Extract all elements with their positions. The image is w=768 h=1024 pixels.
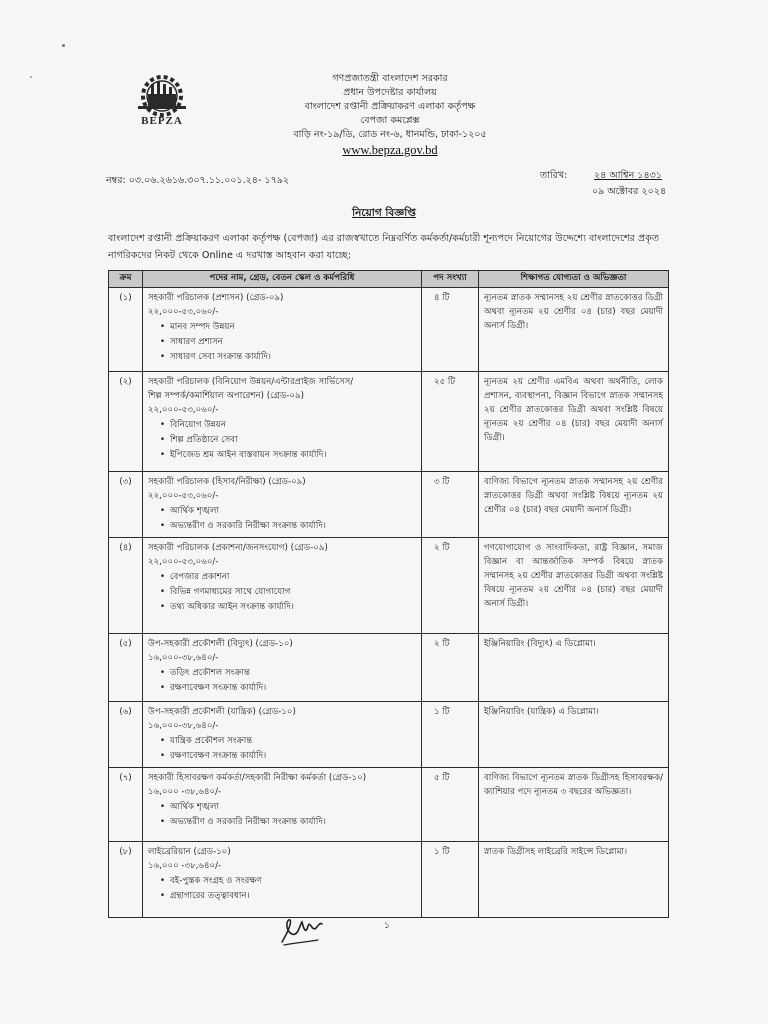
- complex-name: বেপজা কমপ্লেক্স: [360, 115, 420, 126]
- duty-item: • যান্ত্রিক প্রকৌশল সংক্রান্ত: [160, 734, 416, 749]
- bepza-logo: [124, 72, 200, 132]
- notice-title: নিয়োগ বিজ্ঞপ্তি: [352, 207, 416, 219]
- pay-scale: ২২,০০০-৫৩,০৬০/-: [148, 405, 219, 415]
- signature: [278, 912, 328, 948]
- row-post-count: ১ টি: [422, 842, 479, 918]
- col-header-count: পদ সংখ্যা: [422, 271, 479, 288]
- duty-item: • মানব সম্পদ উন্নয়ন: [160, 320, 416, 335]
- memo-number: নম্বর: ০৩.০৬.২৬১৬.৩০৭.১১.০০১.২৪- ১৭৯২: [106, 175, 290, 186]
- duty-list: [148, 570, 416, 615]
- table-row: [109, 634, 669, 702]
- date-label: তারিখ:: [540, 170, 568, 181]
- duty-list: [148, 874, 416, 904]
- duty-item: • বিনিয়োগ উন্নয়ন: [160, 418, 416, 433]
- row-post-details: [143, 288, 422, 372]
- table-row: [109, 372, 669, 472]
- row-post-details: [143, 702, 422, 768]
- row-qualification: গণযোগাযোগ ও সাংবাদিকতা, রাষ্ট্র বিজ্ঞান, সমাজ বিজ্ঞান বা আন্তর্জাতিক সম্পর্ক বিষয়ে স্নাতক সম্মানসহ ২য় শ্রেণীর স্নাতকোত্তর ডিগ্রী অথবা সংশ্লিষ্ট বিষয়ে ন্যূনতম ২য় শ্রেণীর ০৪ (চার) বছর মেয়াদী অনার্স ডিগ্রী।: [479, 538, 669, 634]
- post-title: উপ-সহকারী প্রকৌশলী (বিদ্যুৎ) (গ্রেড-১০): [148, 639, 293, 649]
- page-number: ১: [384, 921, 390, 931]
- row-post-details: [143, 472, 422, 538]
- table-body: [109, 288, 669, 918]
- table-header-row: [109, 271, 669, 288]
- row-qualification: ন্যূনতম ২য় শ্রেণীর এমবিএ অথবা অর্থনীতি, লোক প্রশাসন, ব্যবস্থাপনা, বিজ্ঞান বিভাগে স্নাতক সম্মানসহ ২য় শ্রেণীর স্নাতকোত্তর ডিগ্রী অথবা সংশ্লিষ্ট বিষয়ে ন্যূনতম ২য় শ্রেণীর ০৪ (চার) বছর মেয়াদী অনার্স ডিগ্রী।: [479, 372, 669, 472]
- letterhead: [240, 72, 540, 157]
- table-row: [109, 702, 669, 768]
- date-bangla: ২৪ আশ্বিন ১৪৩১: [594, 170, 662, 181]
- row-post-count: ২৫ টি: [422, 372, 479, 472]
- duty-list: [148, 734, 416, 764]
- date-english: ০৯ অক্টোবর ২০২৪: [592, 186, 667, 197]
- row-post-count: ২ টি: [422, 634, 479, 702]
- row-serial: (৫): [109, 634, 143, 702]
- notice-intro: বাংলাদেশ রপ্তানী প্রক্রিয়াকরণ এলাকা কর্তৃপক্ষ (বেপজা) এর রাজস্বখাতে নিম্নবর্ণিত কর্মকর্তা/কর্মচারী শূন্যপদে নিয়োগের উদ্দেশ্যে বাংলাদেশের প্রকৃত নাগরিকদের নিকট থেকে Online এ দরখাস্ত আহবান করা যাচ্ছে:: [108, 233, 660, 261]
- date-block: [540, 168, 668, 200]
- duty-item: • সাধারণ সেবা সংক্রান্ত কার্যাদি।: [160, 350, 416, 365]
- row-serial: (৭): [109, 768, 143, 842]
- table-row: [109, 768, 669, 842]
- duty-item: • তড়িৎ প্রকৌশল সংক্রান্ত: [160, 666, 416, 681]
- duty-item: • বিভিন্ন গণমাধ্যমের সাথে যোগাযোগ: [160, 585, 416, 600]
- duty-item: • বই-পুস্তক সংগ্রহ ও সংরক্ষণ: [160, 874, 416, 889]
- office-name: প্রধান উপদেষ্টার কার্যালয়: [343, 87, 437, 98]
- row-post-count: ১ টি: [422, 702, 479, 768]
- col-header-post: পদের নাম, গ্রেড, বেতন স্কেল ও কর্মপরিধি: [143, 271, 422, 288]
- duty-item: • গ্রন্থাগারের তত্ত্বাবধান।: [160, 889, 416, 904]
- row-qualification: ইঞ্জিনিয়ারিং (যান্ত্রিক) এ ডিপ্লোমা।: [479, 702, 669, 768]
- authority-name: বাংলাদেশ রপ্তানী প্রক্রিয়াকরণ এলাকা কর্তৃপক্ষ: [304, 101, 476, 112]
- post-title: সহকারী পরিচালক (প্রকাশনা/জনসংযোগ) (গ্রেড-০৯): [148, 543, 328, 553]
- post-title: উপ-সহকারী প্রকৌশলী (যান্ত্রিক) (গ্রেড-১০): [148, 707, 296, 717]
- scan-speck: [62, 44, 65, 47]
- table-row: [109, 288, 669, 372]
- table-row: [109, 472, 669, 538]
- row-serial: (২): [109, 372, 143, 472]
- post-title: সহকারী পরিচালক (হিসাব/নিরীক্ষা) (গ্রেড-০৯): [148, 477, 306, 487]
- duty-item: • অভ্যন্তরীণ ও সরকারি নিরীক্ষা সংক্রান্ত কার্যাদি।: [160, 519, 416, 534]
- duty-list: [148, 320, 416, 365]
- row-serial: (৪): [109, 538, 143, 634]
- duty-item: • অভ্যন্তরীণ ও সরকারি নিরীক্ষা সংক্রান্ত কার্যাদি।: [160, 815, 416, 830]
- pay-scale: ২২,০০০-৫৩,০৬০/-: [148, 557, 219, 567]
- row-serial: (১): [109, 288, 143, 372]
- govt-name: গণপ্রজাতন্ত্রী বাংলাদেশ সরকার: [332, 73, 448, 84]
- pay-scale: ১৬,০০০ -৩৮,৬৪০/-: [148, 861, 222, 871]
- pay-scale: ১৬,০০০ -৩৮,৬৪০/-: [148, 787, 222, 797]
- pay-scale: ২২,০০০-৫৩,০৬০/-: [148, 491, 219, 501]
- pay-scale: ১৬,০০০-৩৮,৬৪০/-: [148, 653, 219, 663]
- duty-list: [148, 418, 416, 463]
- col-header-qualification: শিক্ষাগত যোগ্যতা ও অভিজ্ঞতা: [479, 271, 669, 288]
- post-title-continued: শিল্প সম্পর্ক/কমার্শিয়াল অপারেশন) (গ্রেড-০৯): [148, 391, 304, 401]
- row-qualification: স্নাতক ডিগ্রীসহ লাইব্রেরি সাইন্সে ডিপ্লোমা।: [479, 842, 669, 918]
- logo-wordmark: BEPZA: [141, 115, 183, 127]
- row-qualification: ন্যূনতম স্নাতক সম্মানসহ ২য় শ্রেণীর স্নাতকোত্তর ডিগ্রী অথবা ন্যূনতম ২য় শ্রেণীর ০৪ (চার) বছর মেয়াদী অনার্স ডিগ্রী।: [479, 288, 669, 372]
- vacancy-table: [108, 270, 669, 918]
- row-serial: (৮): [109, 842, 143, 918]
- duty-item: • রক্ষণাবেক্ষণ সংক্রান্ত কার্যাদি।: [160, 681, 416, 696]
- row-post-details: [143, 372, 422, 472]
- post-title: সহকারী পরিচালক (বিনিয়োগ উন্নয়ন/এন্টারপ্রাইজ সার্ভিসেস/: [148, 377, 354, 387]
- table-row: [109, 538, 669, 634]
- duty-list: [148, 800, 416, 830]
- scan-speck: [30, 76, 32, 78]
- post-title: লাইব্রেরিয়ান (গ্রেড-১০): [148, 847, 231, 857]
- row-post-count: ২ টি: [422, 538, 479, 634]
- post-title: সহকারী পরিচালক (প্রশাসন) (গ্রেড-০৯): [148, 293, 284, 303]
- row-serial: (৩): [109, 472, 143, 538]
- duty-item: • ইপিজেড শ্রম আইন বাস্তবায়ন সংক্রান্ত কার্যাদি।: [160, 448, 416, 463]
- duty-item: • বেপজার প্রকাশনা: [160, 570, 416, 585]
- row-post-count: ৫ টি: [422, 768, 479, 842]
- row-qualification: বাণিজ্য বিভাগে ন্যূনতম স্নাতক ডিগ্রীসহ হিসাবরক্ষক/ ক্যাশিয়ার পদে ন্যূনতম ৩ বছরের অভিজ্ঞতা।: [479, 768, 669, 842]
- duty-item: • শিল্প প্রতিষ্ঠানে সেবা: [160, 433, 416, 448]
- col-header-serial: ক্রম: [109, 271, 143, 288]
- row-post-count: ৩ টি: [422, 472, 479, 538]
- website-link[interactable]: www.bepza.gov.bd: [342, 143, 438, 157]
- row-post-details: [143, 842, 422, 918]
- row-post-details: [143, 768, 422, 842]
- row-qualification: বাণিজ্য বিভাগে ন্যূনতম স্নাতক সম্মানসহ ২য় শ্রেণীর স্নাতকোত্তর ডিগ্রী অথবা সংশ্লিষ্ট বিষয়ে ন্যূনতম ২য় শ্রেণীর ০৪ (চার) বছর মেয়াদী অনার্স ডিগ্রী।: [479, 472, 669, 538]
- row-post-details: [143, 634, 422, 702]
- pay-scale: ১৬,০০০-৩৮,৬৪০/-: [148, 721, 219, 731]
- row-post-count: ৪ টি: [422, 288, 479, 372]
- row-qualification: ইঞ্জিনিয়ারিং (বিদ্যুৎ) এ ডিপ্লোমা।: [479, 634, 669, 702]
- duty-item: • সাধারণ প্রশাসন: [160, 335, 416, 350]
- duty-item: • তথ্য অধিকার আইন সংক্রান্ত কার্যাদি।: [160, 600, 416, 615]
- row-post-details: [143, 538, 422, 634]
- duty-item: • আর্থিক শৃঙ্খলা: [160, 800, 416, 815]
- duty-list: [148, 504, 416, 534]
- duty-item: • আর্থিক শৃঙ্খলা: [160, 504, 416, 519]
- address: বাড়ি নং-১৯/ডি, রোড নং-৬, ধানমন্ডি, ঢাকা-১২০৫: [293, 129, 487, 140]
- post-title: সহকারী হিসাবরক্ষণ কর্মকর্তা/সহকারী নিরীক্ষা কর্মকর্তা (গ্রেড-১০): [148, 773, 367, 783]
- row-serial: (৬): [109, 702, 143, 768]
- table-row: [109, 842, 669, 918]
- duty-item: • রক্ষণাবেক্ষণ সংক্রান্ত কার্যাদি।: [160, 749, 416, 764]
- duty-list: [148, 666, 416, 696]
- pay-scale: ২২,০০০-৫৩,০৬০/-: [148, 307, 219, 317]
